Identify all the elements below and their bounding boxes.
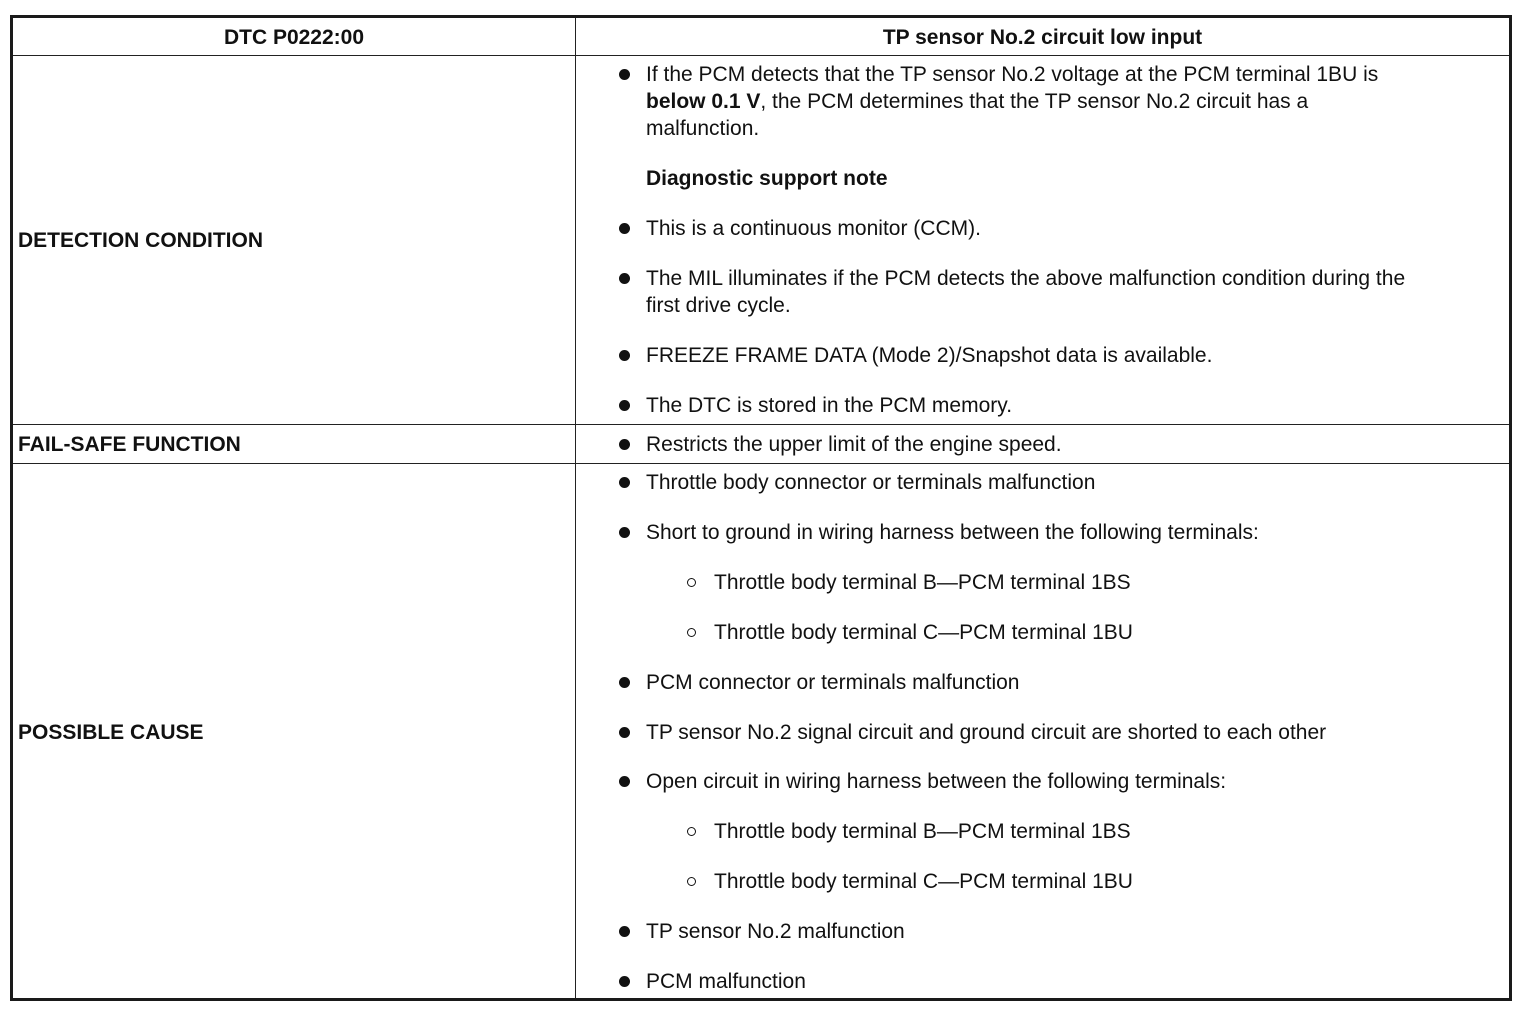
bullet-icon (619, 400, 630, 411)
cause-item-2: Short to ground in wiring harness between the following terminals: (646, 521, 1259, 544)
bullet-icon (619, 477, 630, 488)
bullet-icon (619, 776, 630, 787)
header-dtc-code: DTC P0222:00 (223, 26, 365, 49)
diagnostic-note-heading: Diagnostic support note (646, 167, 888, 190)
cause-item-3: PCM connector or terminals malfunction (646, 671, 1020, 694)
bullet-icon (619, 223, 630, 234)
bullet-icon (619, 439, 630, 450)
cause-item-2-sub-1: Throttle body terminal B—PCM terminal 1BS (714, 571, 1131, 594)
bullet-icon (619, 527, 630, 538)
detection-note-3: FREEZE FRAME DATA (Mode 2)/Snapshot data is available. (646, 344, 1213, 367)
sub-bullet-icon (687, 578, 696, 587)
detection-note-1: This is a continuous monitor (CCM). (646, 217, 981, 240)
dtc-table (10, 15, 1512, 1001)
cause-item-2-sub-2: Throttle body terminal C—PCM terminal 1BU (714, 621, 1133, 644)
detection-intro-line2-rest: , the PCM determines that the TP sensor No.2 circuit has a (760, 90, 1309, 113)
cause-item-6: TP sensor No.2 malfunction (646, 920, 905, 943)
sub-bullet-icon (687, 628, 696, 637)
header-divider (13, 55, 1509, 56)
bullet-icon (619, 677, 630, 688)
detection-intro-line3: malfunction. (646, 117, 760, 140)
bullet-icon (619, 273, 630, 284)
bullet-icon (619, 976, 630, 987)
detection-divider (13, 424, 1509, 425)
cause-item-7: PCM malfunction (646, 970, 806, 993)
cause-item-1: Throttle body connector or terminals malfunction (646, 471, 1096, 494)
detection-note-2-line1: The MIL illuminates if the PCM detects the above malfunction condition during the (646, 267, 1406, 290)
cause-item-5-sub-1: Throttle body terminal B—PCM terminal 1BS (714, 820, 1131, 843)
column-divider (575, 18, 576, 998)
row-label-cause: POSSIBLE CAUSE (18, 721, 204, 744)
detection-threshold: below 0.1 V (646, 90, 761, 113)
detection-note-2-line2: first drive cycle. (646, 294, 791, 317)
bullet-icon (619, 727, 630, 738)
detection-intro-line2 (646, 88, 1308, 115)
header-dtc-title: TP sensor No.2 circuit low input (882, 26, 1203, 49)
row-label-failsafe: FAIL-SAFE FUNCTION (18, 433, 241, 456)
bullet-icon (619, 350, 630, 361)
cause-item-5: Open circuit in wiring harness between the following terminals: (646, 770, 1227, 793)
bullet-icon (619, 926, 630, 937)
failsafe-item: Restricts the upper limit of the engine speed. (646, 433, 1062, 456)
sub-bullet-icon (687, 877, 696, 886)
row-label-detection: DETECTION CONDITION (18, 229, 263, 252)
failsafe-divider (13, 463, 1509, 464)
detection-intro-line1: If the PCM detects that the TP sensor No.2 voltage at the PCM terminal 1BU is (646, 63, 1379, 86)
cause-item-5-sub-2: Throttle body terminal C—PCM terminal 1BU (714, 870, 1133, 893)
bullet-icon (619, 69, 630, 80)
sub-bullet-icon (687, 827, 696, 836)
detection-note-4: The DTC is stored in the PCM memory. (646, 394, 1013, 417)
cause-item-4: TP sensor No.2 signal circuit and ground circuit are shorted to each other (646, 721, 1327, 744)
